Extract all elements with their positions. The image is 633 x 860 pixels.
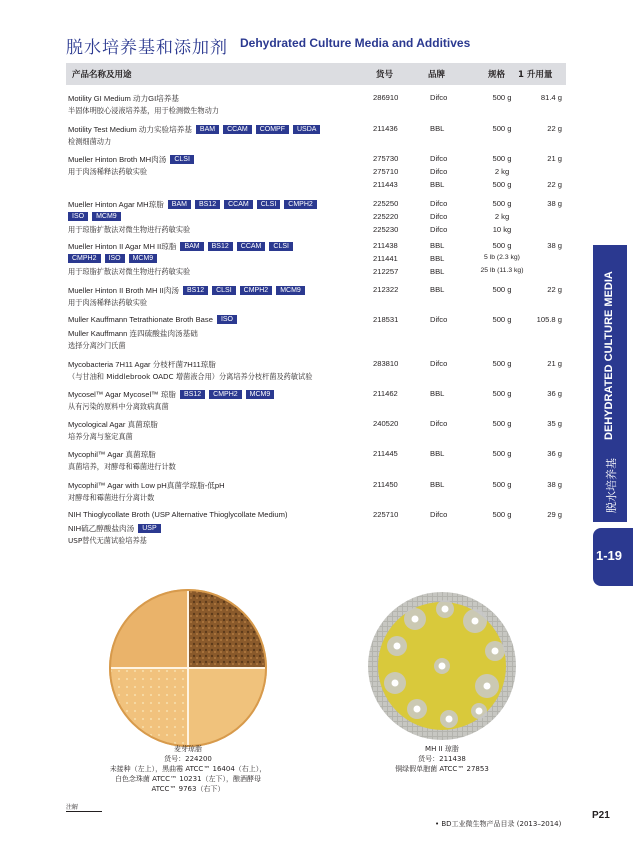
- brand: BBL: [430, 124, 445, 133]
- product-name: [68, 389, 274, 400]
- standard-badge: COMPF: [256, 125, 289, 134]
- side-tab-en: DEHYDRATED CULTURE MEDIA: [603, 271, 615, 440]
- product-name: [68, 462, 176, 472]
- product-name: [68, 225, 190, 235]
- footer-note-label: 注解: [66, 804, 79, 811]
- product-name: [68, 199, 317, 210]
- product-name-text: 从有污染的原料中分离致病真菌: [68, 402, 169, 411]
- package-size: 500 g: [492, 480, 512, 489]
- col-brand: 品牌: [428, 70, 446, 80]
- package-size: 500 g: [492, 285, 512, 294]
- product-name: [68, 167, 147, 177]
- col-amount: 1 升用量: [518, 70, 553, 80]
- product-name: [68, 267, 190, 277]
- table-row: [66, 449, 566, 475]
- product-name-text: 对酵母和霉菌进行分离计数: [68, 493, 155, 502]
- table-row-line: [66, 154, 566, 167]
- product-name-text: Muller Kauffmann Tetrathionate Broth Base: [68, 315, 213, 324]
- table-row-line: [66, 402, 566, 415]
- table-row-line: [66, 432, 566, 445]
- product-name-text: 选择分离沙门氏菌: [68, 341, 126, 350]
- table-row-line: [66, 315, 566, 328]
- standard-badge: BS12: [183, 286, 208, 295]
- chapter-page-number: 1-19: [596, 548, 623, 563]
- standard-badge: MCM9: [92, 212, 121, 221]
- brand: Difco: [430, 225, 448, 234]
- amount-per-liter: 105.8 g: [536, 315, 562, 324]
- catalog-number: 212322: [373, 285, 399, 294]
- amount-per-liter: 36 g: [547, 449, 562, 458]
- col-product: 产品名称及用途: [72, 70, 132, 80]
- figure2-desc: 铜绿假单胞菌 ATCC™ 27853: [395, 765, 489, 773]
- catalog-number: 275730: [373, 154, 399, 163]
- product-name-text: Mueller Hinton II Agar MH II琼脂: [68, 242, 177, 251]
- amount-per-liter: 35 g: [547, 419, 562, 428]
- brand: Difco: [430, 359, 448, 368]
- brand: BBL: [430, 389, 445, 398]
- package-size: 10 kg: [492, 225, 512, 234]
- table-row-line: [66, 167, 566, 180]
- product-name: [68, 372, 312, 382]
- amount-per-liter: 81.4 g: [540, 93, 562, 102]
- brand: Difco: [430, 315, 448, 324]
- product-name: [68, 137, 111, 147]
- package-size: 500 g: [492, 93, 512, 102]
- standard-badge: BS12: [180, 390, 205, 399]
- table-row: [66, 359, 566, 385]
- table-row-line: [66, 285, 566, 298]
- standard-badge: USDA: [293, 125, 320, 134]
- brand: Difco: [430, 154, 448, 163]
- product-name-text: （与甘油和 Middlebrook OADC 增菌液合用）分离培养分枝杆菌及药敏试验: [68, 372, 313, 381]
- figure2-catalog: 货号：211438: [418, 755, 466, 763]
- brand: BBL: [430, 180, 445, 189]
- catalog-number: 211443: [373, 180, 398, 189]
- standard-badge: BS12: [208, 242, 233, 251]
- product-name-text: NIH硫乙醇酸盐肉汤: [68, 524, 135, 533]
- table-row: [66, 510, 566, 549]
- catalog-number: 225710: [373, 510, 399, 519]
- package-size: 500 g: [492, 510, 512, 519]
- package-size: 500 g: [492, 419, 512, 428]
- product-name: [68, 536, 147, 546]
- figure2-caption: [367, 744, 517, 774]
- product-name: [68, 523, 161, 534]
- standard-badge: CLSI: [269, 242, 293, 251]
- product-name-text: Motility GI Medium 动力GI培养基: [68, 94, 179, 103]
- product-name: [68, 124, 320, 135]
- figure2-title: MH II 琼脂: [425, 745, 459, 753]
- catalog-number: 275710: [373, 167, 399, 176]
- package-size: 500 g: [492, 180, 512, 189]
- catalog-number: 283810: [373, 359, 399, 368]
- catalog-number: 225230: [373, 225, 399, 234]
- brand: Difco: [430, 419, 448, 428]
- table-row-line: [66, 536, 566, 549]
- table-row-line: [66, 510, 566, 523]
- table-row-line: [66, 372, 566, 385]
- table-row-line: [66, 137, 566, 150]
- standard-badge: CLSI: [212, 286, 236, 295]
- product-name: [68, 154, 194, 165]
- product-name-text: 检测细菌动力: [68, 137, 112, 146]
- product-name-text: Muller Kauffmann 连四硫酸盐肉汤基础: [68, 329, 198, 338]
- table-row-line: [66, 199, 566, 212]
- catalog-number: 211436: [373, 124, 398, 133]
- product-name-text: Mycophil™ Agar 真菌琼脂: [68, 450, 156, 459]
- product-name: [68, 212, 121, 221]
- figure1-desc-1: 未接种（左上），黑曲霉 ATCC™ 16404（右上），: [109, 765, 267, 773]
- col-catalog: 货号: [376, 70, 394, 80]
- brand: BBL: [430, 449, 445, 458]
- table-row-line: [66, 449, 566, 462]
- standard-badge: CLSI: [170, 155, 194, 164]
- table-row-line: [66, 493, 566, 506]
- product-name: [68, 315, 237, 324]
- standard-badge: CMPH2: [284, 200, 317, 209]
- table-row-line: [66, 359, 566, 372]
- page-number: P21: [592, 810, 610, 821]
- product-name-text: Mueller Hinton Agar MH琼脂: [68, 200, 164, 209]
- page-title-en: Dehydrated Culture Media and Additives: [240, 36, 471, 50]
- table-row-line: [66, 298, 566, 311]
- package-size: 5 lb (2.3 kg): [484, 254, 520, 261]
- amount-per-liter: 22 g: [547, 180, 562, 189]
- brand: BBL: [430, 285, 445, 294]
- brand: Difco: [430, 199, 448, 208]
- amount-per-liter: 38 g: [547, 199, 562, 208]
- col-size: 规格: [488, 70, 506, 80]
- brand: BBL: [430, 254, 445, 263]
- product-name-text: Motility Test Medium 动力实验培养基: [68, 125, 192, 134]
- figure1-catalog: 货号：224200: [164, 755, 212, 763]
- table-row-line: [66, 523, 566, 536]
- amount-per-liter: 38 g: [547, 480, 562, 489]
- product-name: [68, 93, 179, 104]
- standard-badge: BAM: [180, 242, 203, 251]
- package-size: 2 kg: [494, 167, 510, 176]
- package-size: 500 g: [492, 449, 512, 458]
- catalog-number: 211438: [373, 241, 398, 250]
- standard-badge: CCAM: [237, 242, 266, 251]
- table-row-line: [66, 480, 566, 493]
- brand: Difco: [430, 212, 448, 221]
- package-size: 2 kg: [494, 212, 510, 221]
- figure1-desc-3: ATCC™ 9763（右下）: [151, 785, 225, 793]
- standard-badge: CLSI: [257, 200, 281, 209]
- product-name-text: 用于琼脂扩散法对微生物进行药敏实验: [68, 267, 191, 276]
- table-row-line: [66, 93, 566, 106]
- catalog-number: 225250: [373, 199, 399, 208]
- catalog-number: 225220: [373, 212, 399, 221]
- table-row: [66, 199, 566, 238]
- figure1-title: 麦芽琼脂: [174, 745, 202, 753]
- product-name: [68, 341, 126, 351]
- package-size: 500 g: [492, 315, 512, 324]
- product-name-text: Mycobacteria 7H11 Agar 分枝杆菌7H11琼脂: [68, 360, 216, 369]
- amount-per-liter: 29 g: [547, 510, 562, 519]
- table-row-line: [66, 241, 566, 254]
- page-title-cn: 脱水培养基和添加剂: [66, 38, 228, 58]
- catalog-number: 218531: [373, 315, 399, 324]
- product-name-text: NIH Thioglycollate Broth (USP Alternative Thioglycollate Medium): [68, 510, 288, 519]
- catalog-number: 211450: [373, 480, 398, 489]
- catalog-number: 211441: [373, 254, 398, 263]
- catalog-number: 211445: [373, 449, 398, 458]
- product-name: [68, 359, 216, 370]
- table-row-line: [66, 419, 566, 432]
- table-row: [66, 315, 566, 354]
- table-row: [66, 93, 566, 119]
- product-name-text: Mycosel™ Agar Mycosel™ 琼脂: [68, 390, 177, 399]
- chapter-page-tab: [593, 528, 633, 586]
- table-row: [66, 241, 566, 280]
- brand: Difco: [430, 93, 448, 102]
- table-row: [66, 285, 566, 311]
- table-row-line: [66, 389, 566, 402]
- table-row-line: [66, 180, 566, 193]
- standard-badge: USP: [138, 524, 160, 533]
- brand: BBL: [430, 267, 445, 276]
- standard-badge: ISO: [105, 254, 125, 263]
- standard-badge: MCM9: [129, 254, 158, 263]
- product-name: [68, 106, 219, 116]
- side-tab-cn: 脱水培养基: [605, 458, 618, 513]
- standard-badge: CMPH2: [68, 254, 101, 263]
- table-row-line: [66, 106, 566, 119]
- table-row-line: [66, 124, 566, 137]
- brand: Difco: [430, 167, 448, 176]
- figure1-caption: [108, 744, 268, 794]
- table-row-line: [66, 267, 566, 280]
- table-row-line: [66, 328, 566, 341]
- catalog-number: 212257: [373, 267, 399, 276]
- catalog-number: 211462: [373, 389, 398, 398]
- standard-badge: ISO: [217, 315, 237, 324]
- product-name: [68, 432, 133, 442]
- standard-badge: MCM9: [246, 390, 275, 399]
- product-name-text: 用于肉汤稀释法药敏实验: [68, 298, 148, 307]
- product-name-text: Mueller Hinton Broth MH肉汤: [68, 155, 167, 164]
- package-size: 500 g: [492, 241, 512, 250]
- product-name-text: Mueller Hinton II Broth MH II肉汤: [68, 286, 179, 295]
- amount-per-liter: 21 g: [547, 359, 562, 368]
- brand: BBL: [430, 480, 445, 489]
- amount-per-liter: 21 g: [547, 154, 562, 163]
- standard-badge: ISO: [68, 212, 88, 221]
- product-name: [68, 328, 198, 339]
- product-name: [68, 241, 293, 252]
- product-name: [68, 480, 225, 491]
- product-name-text: 用于琼脂扩散法对微生物进行药敏实验: [68, 225, 191, 234]
- product-name: [68, 285, 305, 296]
- table-row: [66, 154, 566, 193]
- table-header: [66, 63, 566, 85]
- product-name-text: 用于肉汤稀释法药敏实验: [68, 167, 148, 176]
- package-size: 500 g: [492, 124, 512, 133]
- standard-badge: MCM9: [276, 286, 305, 295]
- product-name: [68, 298, 147, 308]
- product-name-text: Mycophil™ Agar with Low pH真菌学琼脂-低pH: [68, 481, 225, 490]
- package-size: 25 lb (11.3 kg): [480, 267, 524, 274]
- standard-badge: CCAM: [223, 125, 252, 134]
- table-row: [66, 480, 566, 506]
- amount-per-liter: 38 g: [547, 241, 562, 250]
- table-row: [66, 124, 566, 150]
- footer-catalog-title: • BD工业微生物产品目录 (2013–2014): [435, 820, 562, 828]
- amount-per-liter: 22 g: [547, 285, 562, 294]
- footer-note-rule: [66, 811, 102, 812]
- product-name-text: USP替代无菌试验培养基: [68, 536, 147, 545]
- table-row-line: [66, 212, 566, 225]
- standard-badge: CCAM: [224, 200, 253, 209]
- package-size: 500 g: [492, 359, 512, 368]
- package-size: 500 g: [492, 389, 512, 398]
- standard-badge: BS12: [195, 200, 220, 209]
- product-name: [68, 449, 156, 460]
- product-name: [68, 493, 154, 503]
- malt-agar-plate-image: [108, 588, 268, 748]
- table-row: [66, 389, 566, 415]
- standard-badge: BAM: [168, 200, 191, 209]
- catalog-number: 240520: [373, 419, 399, 428]
- standard-badge: CMPH2: [240, 286, 273, 295]
- table-row-line: [66, 462, 566, 475]
- product-name-text: 真菌培养，对酵母和霉菌进行计数: [68, 462, 176, 471]
- product-name: [68, 510, 287, 519]
- table-row: [66, 419, 566, 445]
- package-size: 500 g: [492, 199, 512, 208]
- brand: Difco: [430, 510, 448, 519]
- table-row-line: [66, 225, 566, 238]
- product-name-text: Mycological Agar 真菌琼脂: [68, 420, 158, 429]
- amount-per-liter: 36 g: [547, 389, 562, 398]
- product-name: [68, 419, 158, 430]
- brand: BBL: [430, 241, 445, 250]
- catalog-number: 286910: [373, 93, 399, 102]
- table-row-line: [66, 341, 566, 354]
- product-name: [68, 402, 169, 412]
- table-row-line: [66, 254, 566, 267]
- mh2-agar-plate-image: [367, 591, 517, 741]
- package-size: 500 g: [492, 154, 512, 163]
- product-name-text: 半固体明胶心浸液培养基，用于检测微生物动力: [68, 106, 219, 115]
- figure1-desc-2: 白色念珠菌 ATCC™ 10231（左下），酿酒酵母: [114, 775, 262, 783]
- product-name-text: 培养分离与鉴定真菌: [68, 432, 133, 441]
- product-name: [68, 254, 157, 263]
- standard-badge: CMPH2: [209, 390, 242, 399]
- amount-per-liter: 22 g: [547, 124, 562, 133]
- standard-badge: BAM: [196, 125, 219, 134]
